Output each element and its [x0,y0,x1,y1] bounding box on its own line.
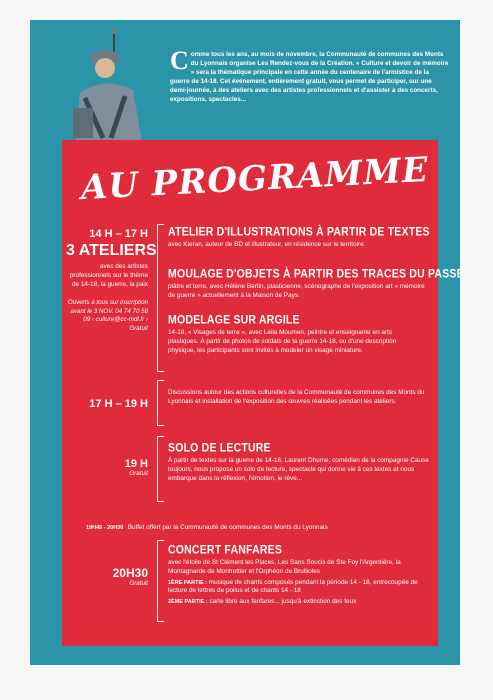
discussion-bracket [157,380,164,426]
soldier-illustration [55,28,155,148]
buffet [86,516,426,534]
ateliers-desc: avec des artistes professionnels sur le thème de 14-18, la guerre, la paix [69,263,148,288]
atelier-1-body: avec Kieran, auteur de BD et illustrateur, en résidence sur le territoire. [168,241,366,248]
atelier-1 [168,226,438,250]
atelier-3-title: MODELAGE SUR ARGILE [168,313,300,327]
discussion-time: 17 H – 19 H [89,398,148,410]
discussion-left [66,398,148,410]
solo-left [66,458,148,478]
atelier-2-title: MOULAGE D'OBJETS À PARTIR DES TRACES DU PASSÉ [168,267,464,281]
concert-part2-label: 2ÈME PARTIE : [168,599,208,606]
discussion-body: Discussions autour des actions culturelles de la Communauté de communes des Monts du Lyonnais et installation de l'exposition des œuvres réalisées pendant les ateliers. [168,389,425,405]
buffet-body: Buffet offert par la Communauté de communes des Monts du Lyonnais [127,524,328,531]
buffet-time: 19H45 - 20H30 [86,525,124,531]
concert-price: Gratuit [129,580,148,587]
discussion [168,389,430,407]
concert-bracket [157,540,164,622]
program-title [79,148,430,209]
concert-part2-text: carte libre aux fanfares... jusqu'à extinction des feux [209,598,357,606]
ateliers-left [66,228,157,333]
intro-paragraph [170,46,450,104]
concert-left [66,566,148,588]
concert-time: 20H30 [112,566,148,580]
ateliers-bracket [157,224,164,372]
ateliers-count: 3 ATELIERS [66,242,157,259]
concert [168,544,430,607]
program-title-text: AU PROGRAMME [79,149,430,209]
concert-part1-label: 1ÈRE PARTIE : [168,579,208,586]
concert-part1 [168,579,430,597]
ateliers-time: 14 H – 17 H [89,228,148,240]
solo-time: 19 H [124,458,148,470]
intro-text: omme tous les ans, au mois de novembre, la Communauté de communes des Monts du Lyonnais organise Les Rendez-vous de la Création. « Culture et devoir de mémoire » sera la thématique principale en cette année du centenaire de l'armistice de la guerre de 14-18. Cet événement, entièrement gratuit, vous permet de participer, sur une demi-journée, à des ateliers avec des artistes professionnels et d'assister à des concerts, expositions, spectacles... [170,51,449,103]
solo-body: À partir de textes sur la guerre de 14-18, Laurent Dhume, comédien de la compagnie Cause toujours, nous propose un solo de lecture, spectacle qui donne vie à ces textes et nous embarque dans la réflexion, l'émotion, le rêve... [168,457,429,482]
solo-title: SOLO DE LECTURE [168,441,271,455]
solo [168,442,430,483]
concert-part2 [168,598,430,607]
concert-part1-text: musique de chants composés pendant la période 14 - 18, entrecoupée de lecture de lettres de poilus et de chants 14 - 18 [168,578,418,595]
drop-cap: C [170,46,189,75]
solo-price: Gratuit [129,470,148,477]
atelier-2-body: plâtre et terre, avec Hélène Bertin, plasticienne, scénographe de l'exposition art « mémoire de guerre » actuellement à la Maison de Pays. [168,283,425,299]
concert-title: CONCERT FANFARES [168,543,283,557]
atelier-3 [168,314,418,355]
ateliers-note: Ouverts à tous sur inscription avant le 3 NOV. 04 74 70 58 09 ‹ culture@cc-mdl.fr › Gratuit [67,299,148,332]
atelier-1-title: ATELIER D'ILLUSTRATIONS À PARTIR DE TEXTES [168,225,430,239]
atelier-2 [168,267,464,301]
concert-body: avec l'étoile de St Clément les Places, Les Sans Soucis de Ste Foy l'Argentière, la Montagnarde de Montrottier et l'Orphéon de Brullioles [168,559,401,575]
solo-bracket [157,436,164,502]
atelier-3-body: 14-18, « Visages de terre », avec Leila Moumen, peintre et enseignante en arts plastiques. À partir de photos de soldats de la guerre 14-18, ou d'une description physique, les participants sont invités à modeler un visage miniature. [168,329,397,354]
